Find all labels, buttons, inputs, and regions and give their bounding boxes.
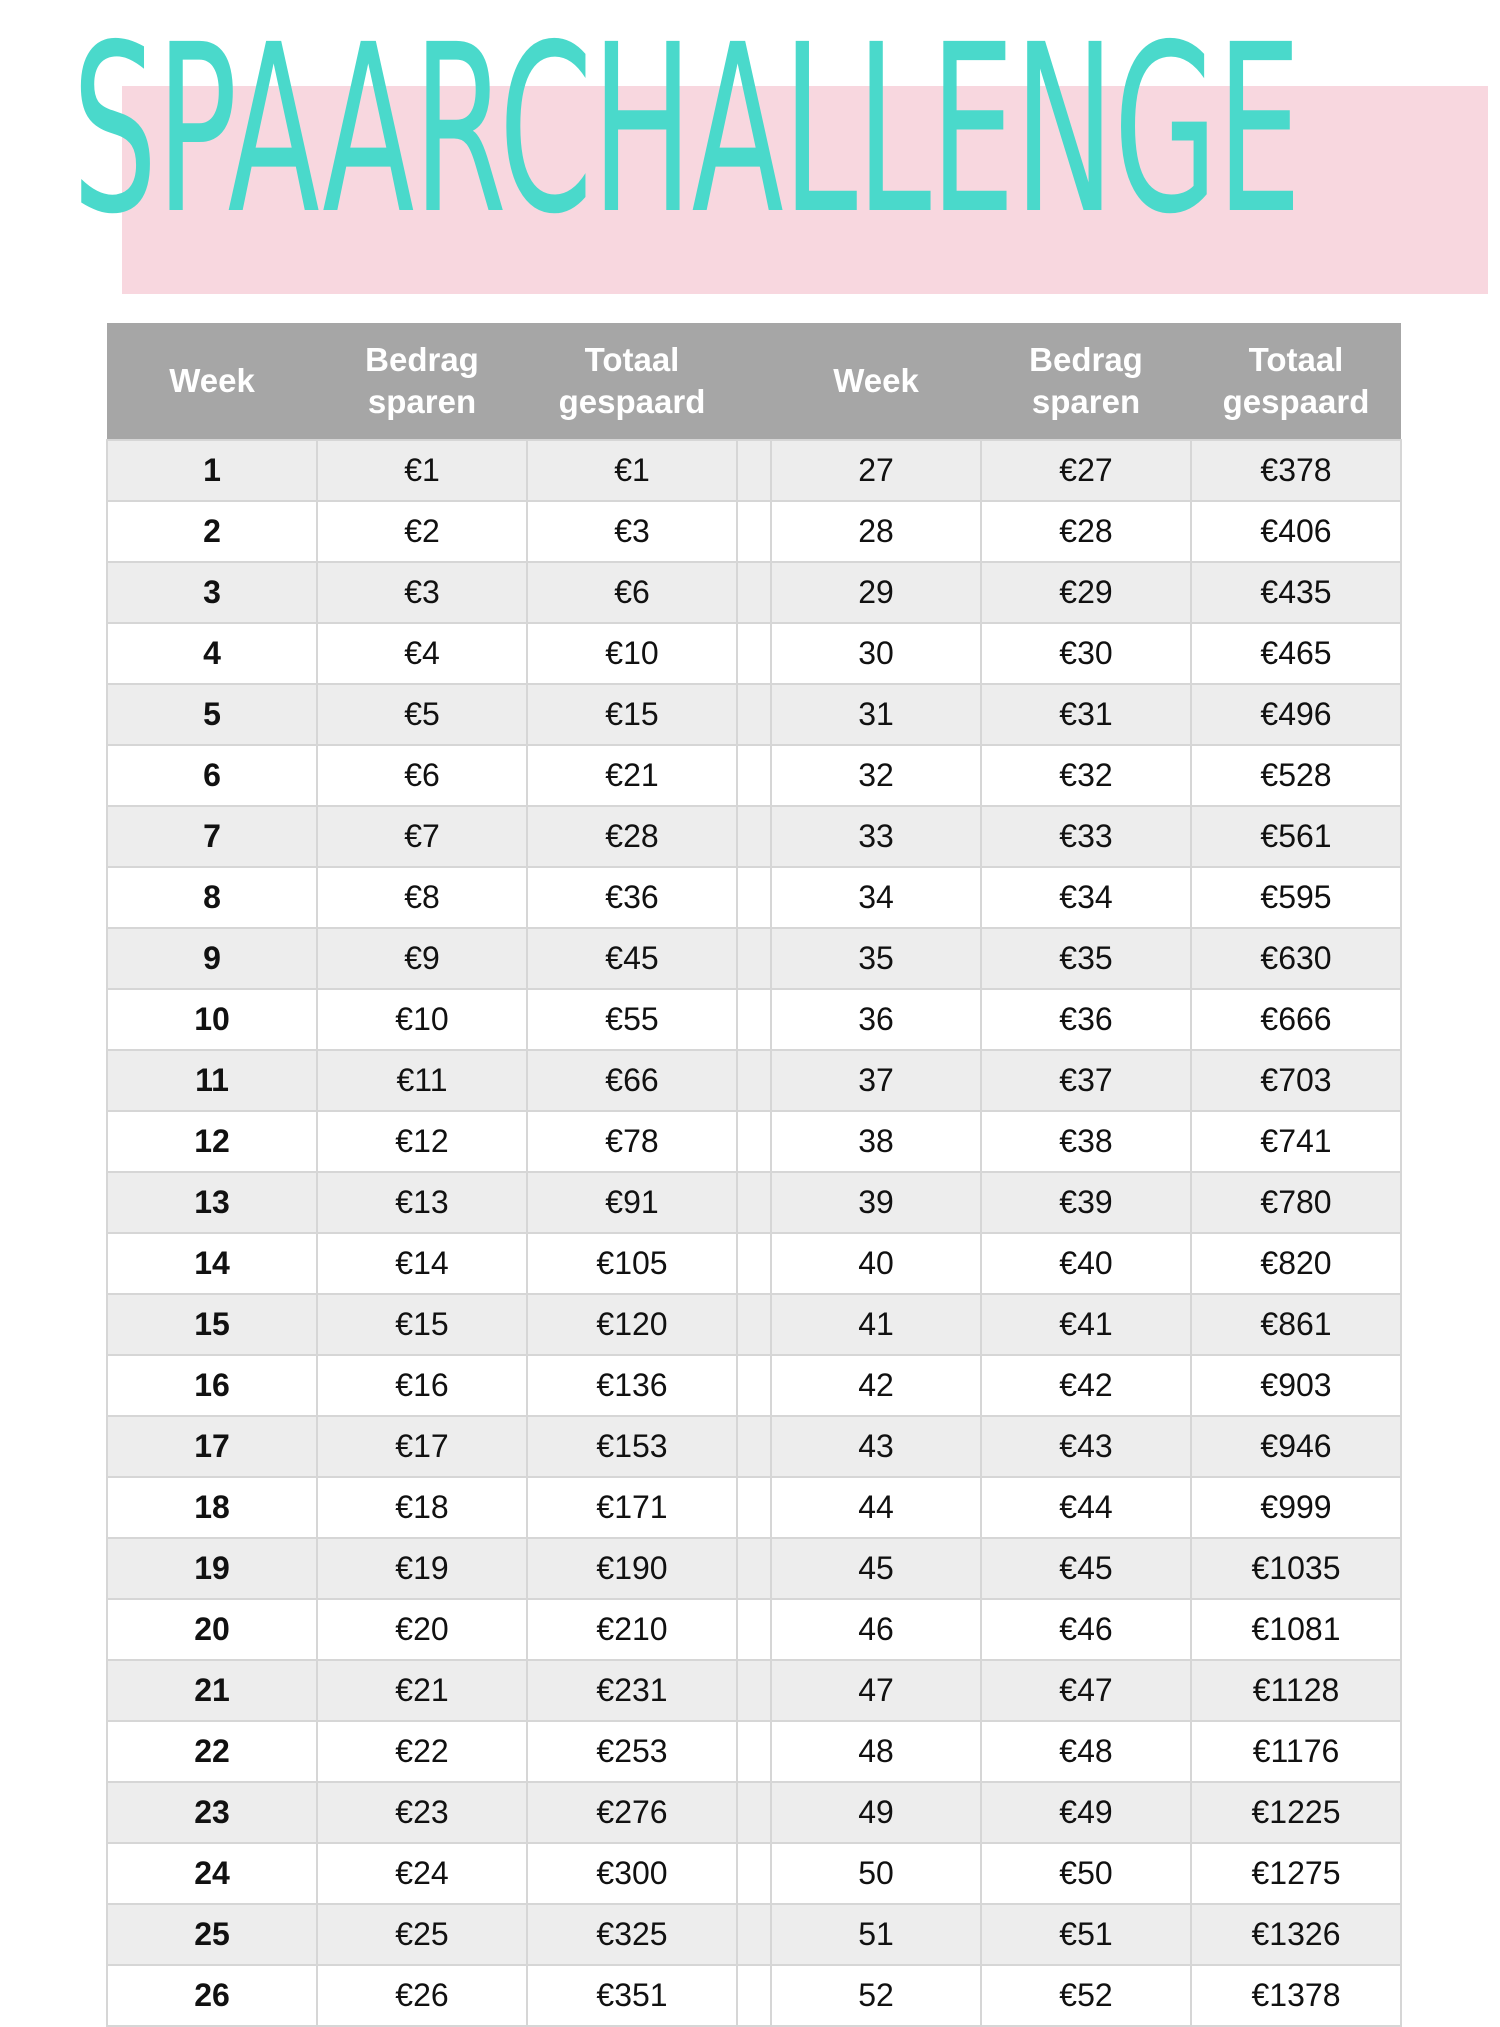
week-cell-2: 50 (771, 1843, 981, 1904)
week-cell: 18 (107, 1477, 317, 1538)
table-row (107, 989, 1401, 1050)
week-cell-2: 30 (771, 623, 981, 684)
table-row (107, 1416, 1401, 1477)
bedrag-cell-2: €37 (981, 1050, 1191, 1111)
table-row (107, 1538, 1401, 1599)
spacer-cell (737, 1172, 771, 1233)
table-row (107, 1355, 1401, 1416)
week-cell-2: 27 (771, 440, 981, 501)
spacer-cell (737, 1721, 771, 1782)
week-cell-2: 46 (771, 1599, 981, 1660)
spacer-cell (737, 1477, 771, 1538)
totaal-cell-2: €595 (1191, 867, 1401, 928)
bedrag-cell: €20 (317, 1599, 527, 1660)
week-cell: 24 (107, 1843, 317, 1904)
week-cell: 7 (107, 806, 317, 867)
table-row (107, 806, 1401, 867)
table-row (107, 1172, 1401, 1233)
bedrag-cell: €26 (317, 1965, 527, 2026)
totaal-cell-2: €1081 (1191, 1599, 1401, 1660)
totaal-cell-2: €820 (1191, 1233, 1401, 1294)
bedrag-cell-2: €31 (981, 684, 1191, 745)
table-row (107, 867, 1401, 928)
spacer-cell (737, 1111, 771, 1172)
week-cell: 2 (107, 501, 317, 562)
spacer-cell (737, 806, 771, 867)
bedrag-cell-2: €29 (981, 562, 1191, 623)
table-header-row (107, 323, 1401, 440)
table-row (107, 1050, 1401, 1111)
week-cell: 8 (107, 867, 317, 928)
week-cell: 19 (107, 1538, 317, 1599)
week-cell-2: 47 (771, 1660, 981, 1721)
bedrag-cell: €23 (317, 1782, 527, 1843)
week-cell: 21 (107, 1660, 317, 1721)
totaal-cell-2: €378 (1191, 440, 1401, 501)
header-bedrag-sparen: Bedrag sparen (317, 323, 527, 440)
bedrag-cell: €25 (317, 1904, 527, 1965)
bedrag-cell: €7 (317, 806, 527, 867)
week-cell: 17 (107, 1416, 317, 1477)
bedrag-cell: €3 (317, 562, 527, 623)
week-cell: 5 (107, 684, 317, 745)
savings-table-container (106, 323, 1400, 2013)
week-cell: 10 (107, 989, 317, 1050)
week-cell-2: 49 (771, 1782, 981, 1843)
totaal-cell: €210 (527, 1599, 737, 1660)
bedrag-cell: €6 (317, 745, 527, 806)
totaal-cell-2: €861 (1191, 1294, 1401, 1355)
week-cell: 4 (107, 623, 317, 684)
spacer-cell (737, 1599, 771, 1660)
week-cell-2: 45 (771, 1538, 981, 1599)
bedrag-cell: €24 (317, 1843, 527, 1904)
week-cell-2: 35 (771, 928, 981, 989)
bedrag-cell-2: €51 (981, 1904, 1191, 1965)
bedrag-cell: €10 (317, 989, 527, 1050)
totaal-cell-2: €741 (1191, 1111, 1401, 1172)
spacer-cell (737, 867, 771, 928)
bedrag-cell-2: €40 (981, 1233, 1191, 1294)
bedrag-cell-2: €38 (981, 1111, 1191, 1172)
table-row (107, 1477, 1401, 1538)
totaal-cell-2: €1225 (1191, 1782, 1401, 1843)
header-totaal-gespaard-2: Totaal gespaard (1191, 323, 1401, 440)
bedrag-cell: €1 (317, 440, 527, 501)
week-cell-2: 43 (771, 1416, 981, 1477)
spacer-cell (737, 1355, 771, 1416)
table-row (107, 928, 1401, 989)
bedrag-cell: €12 (317, 1111, 527, 1172)
table-row (107, 501, 1401, 562)
week-cell-2: 40 (771, 1233, 981, 1294)
week-cell: 16 (107, 1355, 317, 1416)
spacer-cell (737, 1843, 771, 1904)
totaal-cell-2: €1035 (1191, 1538, 1401, 1599)
bedrag-cell-2: €44 (981, 1477, 1191, 1538)
bedrag-cell-2: €42 (981, 1355, 1191, 1416)
bedrag-cell-2: €46 (981, 1599, 1191, 1660)
table-row (107, 1721, 1401, 1782)
bedrag-cell: €5 (317, 684, 527, 745)
totaal-cell-2: €630 (1191, 928, 1401, 989)
bedrag-cell: €9 (317, 928, 527, 989)
table-row (107, 1965, 1401, 2026)
header-bedrag-sparen-2: Bedrag sparen (981, 323, 1191, 440)
week-cell-2: 29 (771, 562, 981, 623)
totaal-cell-2: €903 (1191, 1355, 1401, 1416)
table-row (107, 1111, 1401, 1172)
table-row (107, 745, 1401, 806)
header-week: Week (107, 323, 317, 440)
spacer-cell (737, 1050, 771, 1111)
spacer-cell (737, 745, 771, 806)
week-cell: 22 (107, 1721, 317, 1782)
totaal-cell-2: €435 (1191, 562, 1401, 623)
week-cell-2: 44 (771, 1477, 981, 1538)
spacer-cell (737, 440, 771, 501)
totaal-cell: €78 (527, 1111, 737, 1172)
totaal-cell: €351 (527, 1965, 737, 2026)
bedrag-cell: €22 (317, 1721, 527, 1782)
totaal-cell: €105 (527, 1233, 737, 1294)
totaal-cell: €325 (527, 1904, 737, 1965)
totaal-cell: €15 (527, 684, 737, 745)
week-cell-2: 52 (771, 1965, 981, 2026)
totaal-cell: €136 (527, 1355, 737, 1416)
totaal-cell: €28 (527, 806, 737, 867)
spacer-cell (737, 1904, 771, 1965)
week-cell: 6 (107, 745, 317, 806)
totaal-cell: €1 (527, 440, 737, 501)
spacer-cell (737, 684, 771, 745)
table-row (107, 1843, 1401, 1904)
bedrag-cell-2: €35 (981, 928, 1191, 989)
totaal-cell-2: €528 (1191, 745, 1401, 806)
bedrag-cell-2: €33 (981, 806, 1191, 867)
bedrag-cell-2: €52 (981, 1965, 1191, 2026)
bedrag-cell: €18 (317, 1477, 527, 1538)
totaal-cell: €6 (527, 562, 737, 623)
week-cell-2: 31 (771, 684, 981, 745)
table-row (107, 1294, 1401, 1355)
bedrag-cell-2: €27 (981, 440, 1191, 501)
totaal-cell: €171 (527, 1477, 737, 1538)
table-row (107, 1599, 1401, 1660)
bedrag-cell-2: €39 (981, 1172, 1191, 1233)
week-cell: 13 (107, 1172, 317, 1233)
bedrag-cell-2: €48 (981, 1721, 1191, 1782)
bedrag-cell-2: €34 (981, 867, 1191, 928)
bedrag-cell: €11 (317, 1050, 527, 1111)
bedrag-cell: €14 (317, 1233, 527, 1294)
totaal-cell: €276 (527, 1782, 737, 1843)
bedrag-cell: €2 (317, 501, 527, 562)
header-spacer (737, 323, 771, 440)
spacer-cell (737, 1416, 771, 1477)
bedrag-cell-2: €45 (981, 1538, 1191, 1599)
totaal-cell-2: €780 (1191, 1172, 1401, 1233)
spacer-cell (737, 1660, 771, 1721)
bedrag-cell-2: €30 (981, 623, 1191, 684)
week-cell-2: 48 (771, 1721, 981, 1782)
spacer-cell (737, 1782, 771, 1843)
savings-table (106, 323, 1402, 2027)
bedrag-cell-2: €36 (981, 989, 1191, 1050)
spacer-cell (737, 928, 771, 989)
totaal-cell-2: €561 (1191, 806, 1401, 867)
table-row (107, 562, 1401, 623)
week-cell: 20 (107, 1599, 317, 1660)
header-week-2: Week (771, 323, 981, 440)
totaal-cell-2: €1128 (1191, 1660, 1401, 1721)
totaal-cell: €253 (527, 1721, 737, 1782)
week-cell: 23 (107, 1782, 317, 1843)
week-cell: 15 (107, 1294, 317, 1355)
totaal-cell-2: €1176 (1191, 1721, 1401, 1782)
totaal-cell-2: €946 (1191, 1416, 1401, 1477)
totaal-cell-2: €406 (1191, 501, 1401, 562)
bedrag-cell-2: €41 (981, 1294, 1191, 1355)
spacer-cell (737, 1294, 771, 1355)
totaal-cell: €45 (527, 928, 737, 989)
totaal-cell: €36 (527, 867, 737, 928)
week-cell: 1 (107, 440, 317, 501)
totaal-cell-2: €465 (1191, 623, 1401, 684)
week-cell-2: 28 (771, 501, 981, 562)
week-cell: 11 (107, 1050, 317, 1111)
week-cell: 3 (107, 562, 317, 623)
totaal-cell: €190 (527, 1538, 737, 1599)
totaal-cell-2: €666 (1191, 989, 1401, 1050)
week-cell-2: 33 (771, 806, 981, 867)
table-row (107, 1233, 1401, 1294)
bedrag-cell: €13 (317, 1172, 527, 1233)
week-cell-2: 42 (771, 1355, 981, 1416)
totaal-cell-2: €1326 (1191, 1904, 1401, 1965)
spacer-cell (737, 623, 771, 684)
bedrag-cell-2: €43 (981, 1416, 1191, 1477)
totaal-cell: €231 (527, 1660, 737, 1721)
totaal-cell-2: €703 (1191, 1050, 1401, 1111)
week-cell: 14 (107, 1233, 317, 1294)
totaal-cell: €21 (527, 745, 737, 806)
table-row (107, 684, 1401, 745)
totaal-cell: €55 (527, 989, 737, 1050)
spacer-cell (737, 562, 771, 623)
spacer-cell (737, 1965, 771, 2026)
totaal-cell: €66 (527, 1050, 737, 1111)
totaal-cell: €300 (527, 1843, 737, 1904)
week-cell-2: 36 (771, 989, 981, 1050)
week-cell-2: 34 (771, 867, 981, 928)
page-title: SPAARCHALLENGE (72, 0, 1301, 265)
week-cell-2: 38 (771, 1111, 981, 1172)
spacer-cell (737, 989, 771, 1050)
week-cell-2: 51 (771, 1904, 981, 1965)
bedrag-cell: €16 (317, 1355, 527, 1416)
week-cell-2: 41 (771, 1294, 981, 1355)
bedrag-cell-2: €49 (981, 1782, 1191, 1843)
spacer-cell (737, 501, 771, 562)
totaal-cell-2: €999 (1191, 1477, 1401, 1538)
bedrag-cell: €17 (317, 1416, 527, 1477)
totaal-cell: €91 (527, 1172, 737, 1233)
week-cell: 9 (107, 928, 317, 989)
bedrag-cell: €15 (317, 1294, 527, 1355)
bedrag-cell: €4 (317, 623, 527, 684)
bedrag-cell-2: €32 (981, 745, 1191, 806)
week-cell: 12 (107, 1111, 317, 1172)
totaal-cell: €10 (527, 623, 737, 684)
table-body (107, 440, 1401, 2026)
totaal-cell: €153 (527, 1416, 737, 1477)
table-row (107, 440, 1401, 501)
bedrag-cell-2: €28 (981, 501, 1191, 562)
totaal-cell-2: €496 (1191, 684, 1401, 745)
week-cell: 25 (107, 1904, 317, 1965)
week-cell-2: 32 (771, 745, 981, 806)
bedrag-cell: €21 (317, 1660, 527, 1721)
table-row (107, 623, 1401, 684)
table-row (107, 1782, 1401, 1843)
bedrag-cell-2: €50 (981, 1843, 1191, 1904)
totaal-cell: €120 (527, 1294, 737, 1355)
totaal-cell-2: €1275 (1191, 1843, 1401, 1904)
spacer-cell (737, 1233, 771, 1294)
bedrag-cell-2: €47 (981, 1660, 1191, 1721)
totaal-cell: €3 (527, 501, 737, 562)
totaal-cell-2: €1378 (1191, 1965, 1401, 2026)
table-row (107, 1904, 1401, 1965)
spacer-cell (737, 1538, 771, 1599)
week-cell: 26 (107, 1965, 317, 2026)
bedrag-cell: €19 (317, 1538, 527, 1599)
week-cell-2: 39 (771, 1172, 981, 1233)
bedrag-cell: €8 (317, 867, 527, 928)
week-cell-2: 37 (771, 1050, 981, 1111)
table-row (107, 1660, 1401, 1721)
header-totaal-gespaard: Totaal gespaard (527, 323, 737, 440)
